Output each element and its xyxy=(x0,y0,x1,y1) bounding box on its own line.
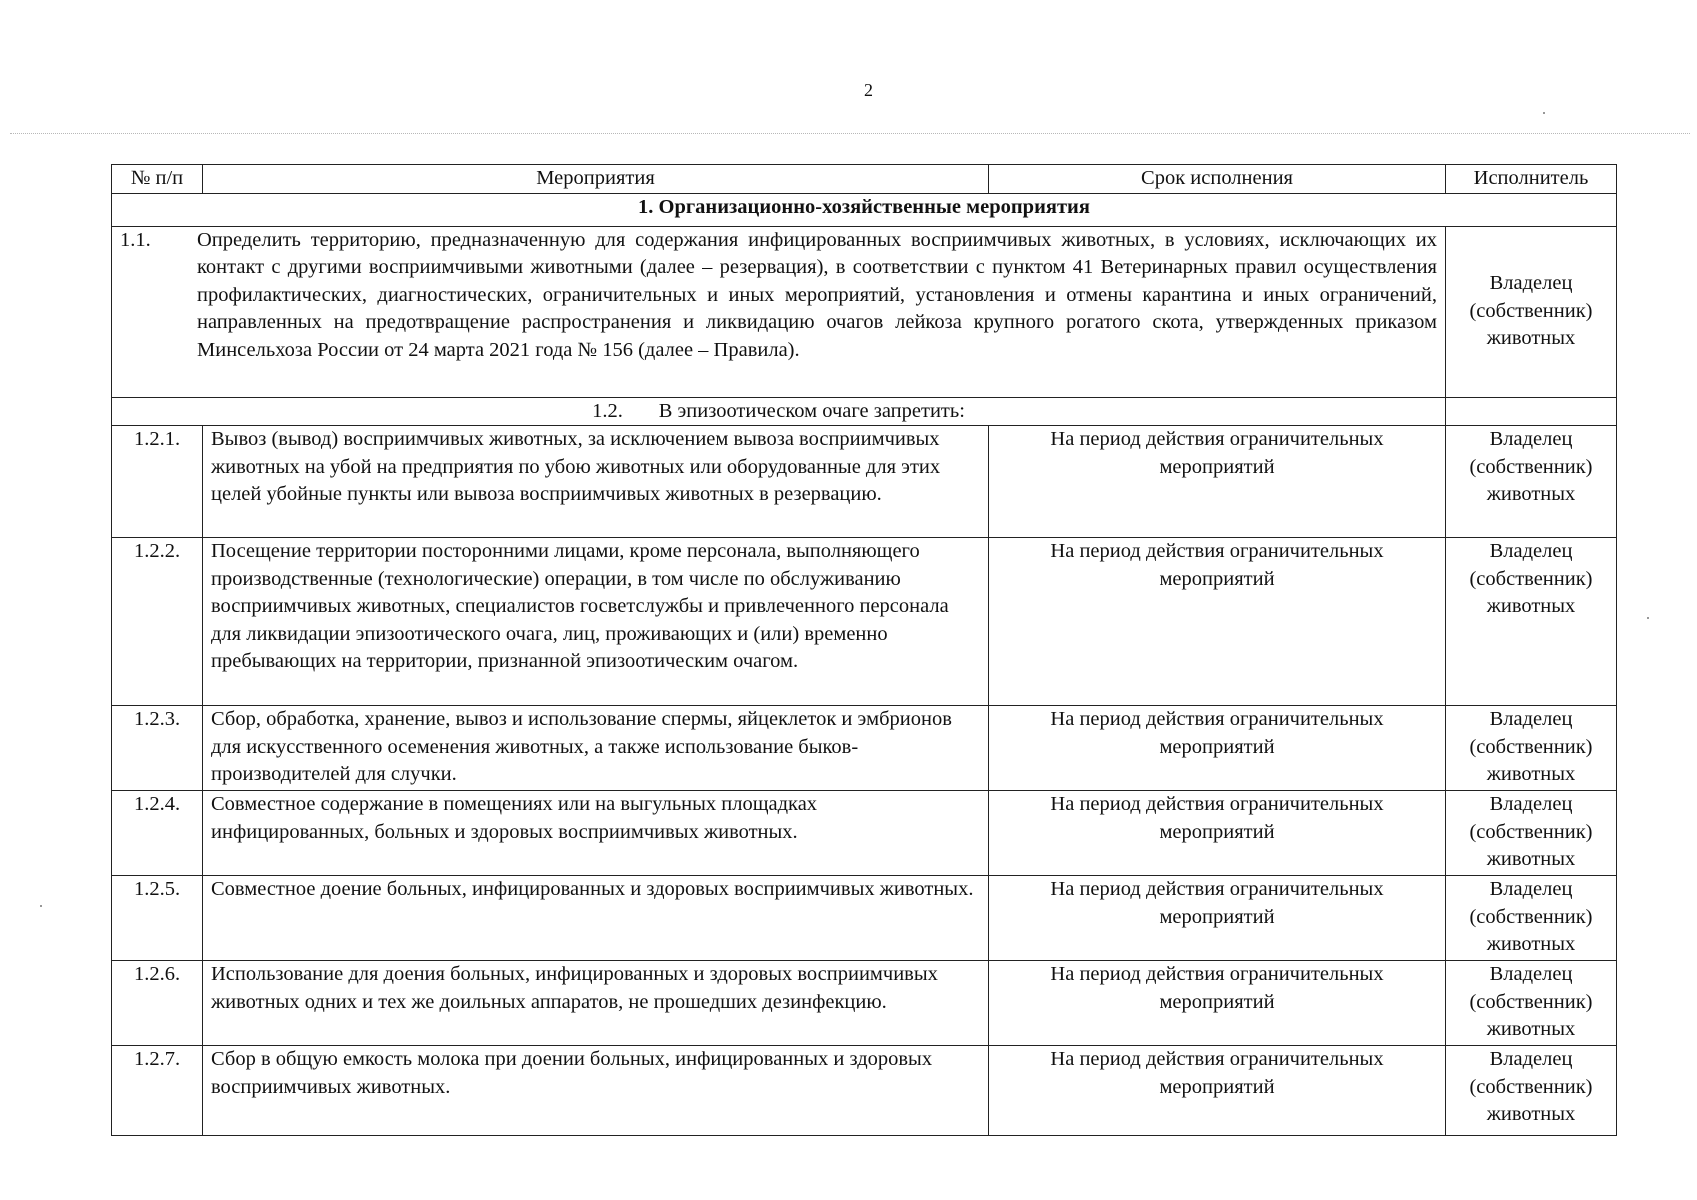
item-1-2-executor-empty xyxy=(1446,397,1617,426)
row-executor: Владелец (собственник) животных xyxy=(1446,1046,1617,1136)
scan-speck xyxy=(1647,617,1649,619)
row-term: На период действия ограничительных мероприятий xyxy=(989,426,1446,538)
header-number: № п/п xyxy=(112,165,203,194)
header-measures: Мероприятия xyxy=(203,165,989,194)
header-executor: Исполнитель xyxy=(1446,165,1617,194)
table-row xyxy=(112,1046,1617,1136)
row-number: 1.2.4. xyxy=(112,791,203,876)
row-measure: Использование для доения больных, инфицированных и здоровых восприимчивых животных одних и тех же доильных аппаратов, не прошедших дезинфекцию. xyxy=(203,961,989,1046)
header-term: Срок исполнения xyxy=(989,165,1446,194)
table-row-1-2 xyxy=(112,397,1617,426)
table-row xyxy=(112,791,1617,876)
item-1-1-executor: Владелец (собственник) животных xyxy=(1446,226,1617,397)
table-row-1-1 xyxy=(112,226,1617,397)
row-number: 1.2.3. xyxy=(112,706,203,791)
measures-table xyxy=(111,164,1617,1136)
page-number: 2 xyxy=(864,80,873,100)
table-row xyxy=(112,876,1617,961)
row-executor: Владелец (собственник) животных xyxy=(1446,538,1617,706)
row-term: На период действия ограничительных мероприятий xyxy=(989,538,1446,706)
row-number: 1.2.1. xyxy=(112,426,203,538)
row-measure: Посещение территории посторонними лицами, кроме персонала, выполняющего производственные (технологические) операции, в том числе по обслуживанию восприимчивых животных, специалистов госветслужбы и привлеченного персонала для ликвидации эпизоотического очага, лиц, проживающих и (или) временно пребывающих на территории, признанной эпизоотическим очагом. xyxy=(203,538,989,706)
row-number: 1.2.2. xyxy=(112,538,203,706)
row-executor: Владелец (собственник) животных xyxy=(1446,876,1617,961)
row-executor: Владелец (собственник) животных xyxy=(1446,706,1617,791)
row-term: На период действия ограничительных мероприятий xyxy=(989,876,1446,961)
row-term: На период действия ограничительных мероприятий xyxy=(989,1046,1446,1136)
table-header-row xyxy=(112,165,1617,194)
item-1-2-number: 1.2. xyxy=(592,399,623,422)
row-executor: Владелец (собственник) животных xyxy=(1446,426,1617,538)
item-1-2-text: В эпизоотическом очаге запретить: xyxy=(658,399,965,422)
row-term: На период действия ограничительных мероприятий xyxy=(989,961,1446,1046)
row-measure: Сбор, обработка, хранение, вывоз и использование спермы, яйцеклеток и эмбрионов для искусственного осеменения животных, а также использование быков-производителей для случки. xyxy=(203,706,989,791)
row-number: 1.2.7. xyxy=(112,1046,203,1136)
row-term: На период действия ограничительных мероприятий xyxy=(989,791,1446,876)
item-1-1-cell xyxy=(112,226,1446,397)
table-row xyxy=(112,706,1617,791)
row-executor: Владелец (собственник) животных xyxy=(1446,791,1617,876)
table-row xyxy=(112,538,1617,706)
row-number: 1.2.5. xyxy=(112,876,203,961)
scan-speck xyxy=(1543,112,1545,114)
section-row xyxy=(112,193,1617,226)
row-measure: Совместное содержание в помещениях или на выгульных площадках инфицированных, больных и здоровых восприимчивых животных. xyxy=(203,791,989,876)
item-1-1-number: 1.1. xyxy=(120,228,151,251)
row-measure: Сбор в общую емкость молока при доении больных, инфицированных и здоровых восприимчивых животных. xyxy=(203,1046,989,1136)
scan-speck xyxy=(40,905,42,907)
section-title: 1. Организационно-хозяйственные мероприятия xyxy=(112,193,1617,226)
scan-artifact-line xyxy=(10,133,1690,134)
row-executor: Владелец (собственник) животных xyxy=(1446,961,1617,1046)
table-row xyxy=(112,426,1617,538)
item-1-2-cell xyxy=(112,397,1446,426)
row-term: На период действия ограничительных мероприятий xyxy=(989,706,1446,791)
row-measure: Вывоз (вывод) восприимчивых животных, за исключением вывоза восприимчивых животных на убой на предприятия по убою животных или оборудованные для этих целей убойные пункты или вывоза восприимчивых животных в резервацию. xyxy=(203,426,989,538)
row-measure: Совместное доение больных, инфицированных и здоровых восприимчивых животных. xyxy=(203,876,989,961)
row-number: 1.2.6. xyxy=(112,961,203,1046)
table-row xyxy=(112,961,1617,1046)
item-1-1-text: Определить территорию, предназначенную для содержания инфицированных восприимчивых животных, в условиях, исключающих их контакт с другими восприимчивыми животными (далее – резервация), в соответствии с пунктом 41 Ветеринарных правил осуществления профилактических, диагностических, ограничительных и иных мероприятий, установления и отмены карантина и иных ограничений, направленных на предотвращение распространения и ликвидацию очагов лейкоза крупного рогатого скота, утвержденных приказом Минсельхоза России от 24 марта 2021 года № 156 (далее – Правила). xyxy=(197,228,1437,361)
